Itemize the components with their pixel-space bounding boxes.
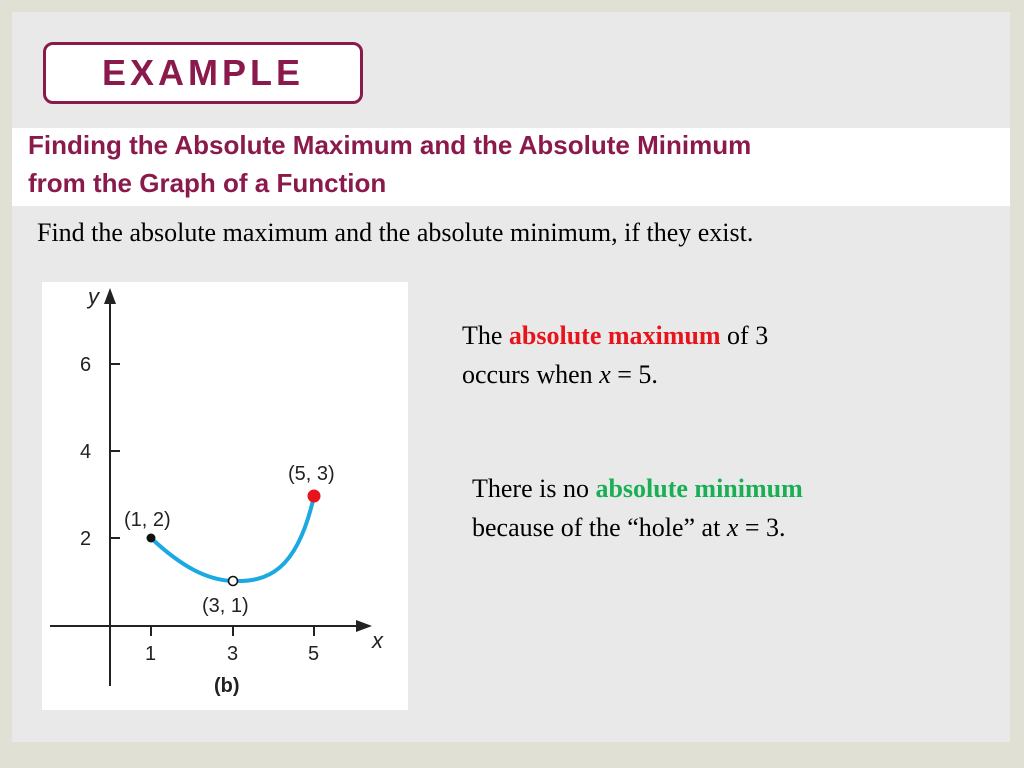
y-tick-label-2: 2 (80, 528, 92, 550)
x-tick-label-5: 5 (308, 643, 320, 665)
maximum-statement-line-2: occurs when x = 5. (462, 360, 658, 389)
maximum-statement (462, 316, 768, 394)
absolute-maximum-term: absolute maximum (508, 321, 721, 350)
y-axis-arrow-icon (104, 288, 116, 304)
x-tick-label-3: 3 (227, 643, 239, 665)
point-label-3-1: (3, 1) (202, 595, 249, 617)
example-label: EXAMPLE (101, 52, 305, 93)
title-line-1: Finding the Absolute Maximum and the Absolute Minimum (28, 130, 752, 160)
absolute-minimum-term: absolute minimum (595, 474, 803, 503)
point-1-2-closed (147, 534, 156, 543)
point-label-5-3: (5, 3) (288, 463, 335, 485)
minimum-statement-line-1: There is no absolute minimum (472, 474, 803, 503)
function-graph (42, 282, 408, 710)
maximum-statement-line-1: The absolute maximum of 3 (462, 321, 769, 350)
x-axis-arrow-icon (356, 620, 372, 632)
point-5-3-maximum (308, 490, 321, 503)
y-tick-label-4: 4 (80, 441, 92, 463)
minimum-statement (472, 469, 803, 547)
problem-prompt: Find the absolute maximum and the absolute minimum, if they exist. (37, 218, 754, 247)
title-line-2: from the Graph of a Function (28, 168, 387, 198)
y-tick-label-6: 6 (80, 354, 92, 376)
point-label-1-2: (1, 2) (124, 509, 171, 531)
title-bar (12, 128, 1010, 206)
point-3-1-hole (229, 577, 238, 586)
graph-caption: (b) (214, 675, 240, 697)
function-curve (151, 496, 314, 581)
x-tick-label-1: 1 (145, 643, 157, 665)
example-badge (43, 42, 363, 104)
x-axis-label: x (372, 628, 383, 653)
graph-panel (42, 282, 408, 710)
y-axis-label: y (88, 284, 99, 309)
minimum-statement-line-2: because of the “hole” at x = 3. (472, 513, 786, 542)
